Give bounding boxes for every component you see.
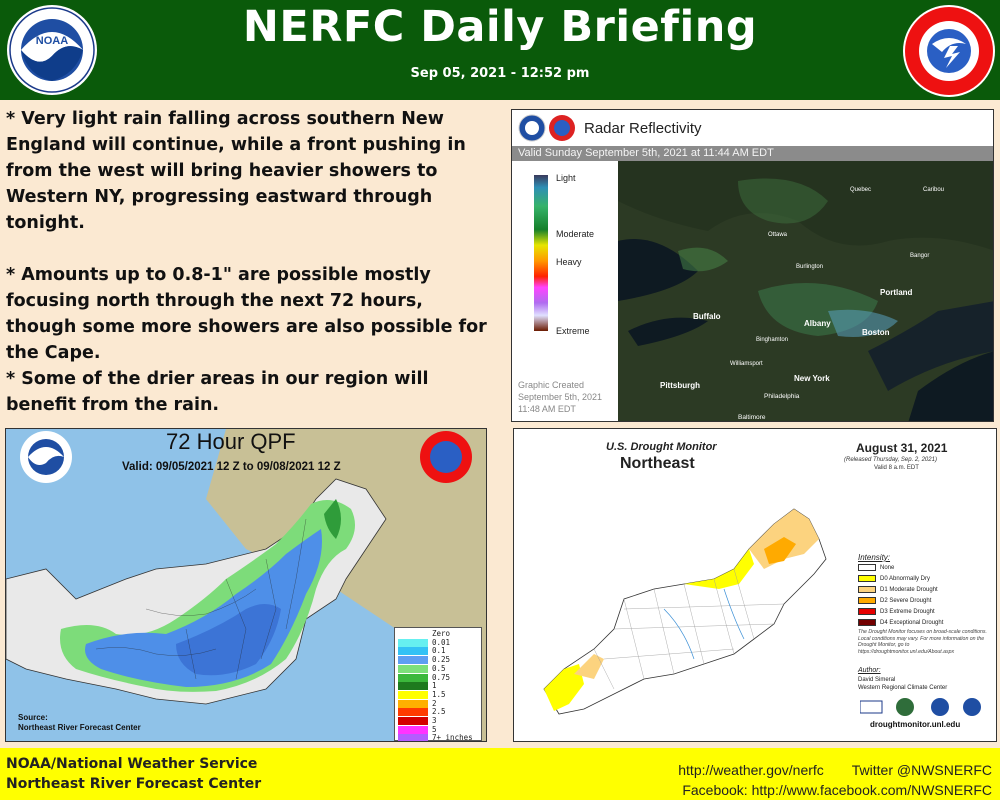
drought-legend-label: D0 Abnormally Dry — [880, 576, 931, 582]
legend-label: 3 — [432, 716, 437, 725]
city-label: Bangor — [910, 253, 930, 259]
footer-org-line2: Northeast River Forecast Center — [6, 776, 262, 792]
qpf-source — [18, 713, 141, 733]
city-label: Quebec — [850, 187, 872, 193]
city-label: Buffalo — [693, 312, 721, 321]
nws-logo-icon — [902, 4, 996, 98]
city-label: Baltimore — [738, 414, 766, 421]
footer-bar — [0, 748, 1000, 800]
qpf-map-panel — [5, 428, 487, 742]
radar-scale-light: Light — [556, 173, 576, 183]
drought-swatch — [858, 619, 876, 626]
drought-date: August 31, 2021 — [856, 441, 948, 455]
twitter-link[interactable]: Twitter @NWSNERFC — [851, 762, 992, 778]
legend-swatch — [398, 734, 428, 742]
drought-region: Northeast — [620, 455, 695, 472]
radar-color-scale — [534, 175, 548, 331]
footer-links — [678, 762, 992, 778]
legend-swatch — [398, 682, 428, 690]
city-label: Burlington — [796, 264, 824, 270]
radar-created-line: 11:48 AM EDT — [518, 404, 576, 414]
radar-scale-heavy: Heavy — [556, 257, 582, 267]
qpf-legend — [394, 627, 482, 741]
city-label: Philadelphia — [764, 393, 800, 400]
footer-org-line1: NOAA/National Weather Service — [6, 756, 258, 772]
city-label: Boston — [862, 328, 890, 337]
drought-legend-label: D2 Severe Drought — [880, 598, 932, 604]
page-title: NERFC Daily Briefing — [242, 2, 758, 52]
drought-swatch — [858, 575, 876, 582]
drought-valid: Valid 8 a.m. EDT — [874, 465, 919, 471]
radar-title: Radar Reflectivity — [584, 120, 702, 137]
drought-author-name: David Simeral — [858, 677, 896, 683]
legend-label: 0.1 — [432, 646, 446, 656]
drought-map — [534, 489, 854, 719]
city-label: Ottawa — [768, 232, 788, 238]
briefing-bullet-2: * Amounts up to 0.8-1" are possible mostly focusing north through the next 72 hours, though some more showers are also possible for the Cape. — [6, 265, 487, 363]
briefing-bullet-1: * Very light rain falling across southern New England will continue, while a front pushing in from the west will bring heavier showers to Western NY, progressing eastward through tonight. — [6, 109, 466, 233]
drought-note: The Drought Monitor focuses on broad-scale conditions. Local conditions may vary. For more information on the Drought Monitor, go to https://droughtmonitor.unl.edu/About.aspx — [858, 629, 987, 655]
radar-created-line: September 5th, 2021 — [518, 392, 603, 402]
city-label: Albany — [804, 319, 831, 328]
legend-swatch — [398, 674, 428, 682]
legend-swatch — [398, 708, 428, 716]
legend-label: 1 — [432, 681, 437, 691]
svg-text:NOAA: NOAA — [35, 35, 69, 47]
briefing-bullet-3: * Some of the drier areas in our region will benefit from the rain. — [6, 369, 429, 415]
drought-site: droughtmonitor.unl.edu — [870, 720, 961, 729]
city-label: New York — [794, 374, 830, 383]
legend-label: 1.5 — [432, 689, 446, 699]
drought-released: (Released Thursday, Sep. 2, 2021) — [844, 457, 937, 463]
partner-logos-icon — [860, 697, 988, 717]
legend-swatch — [398, 665, 428, 673]
drought-monitor-panel — [513, 428, 997, 742]
legend-swatch — [398, 717, 428, 725]
legend-label: 2 — [432, 698, 437, 708]
qpf-legend-row — [398, 734, 478, 742]
drought-swatch — [858, 586, 876, 593]
radar-header — [512, 110, 994, 146]
city-label: Caribou — [923, 187, 945, 193]
qpf-legend-row — [398, 691, 478, 700]
legend-label: 0.01 — [432, 637, 451, 647]
radar-scale — [512, 161, 618, 422]
drought-author-org: Western Regional Climate Center — [858, 685, 948, 691]
legend-label: 0.5 — [432, 663, 446, 673]
city-label: Binghamton — [756, 337, 789, 343]
qpf-source-line: Source: — [18, 713, 48, 722]
drought-legend-label: D4 Exceptional Drought — [880, 620, 944, 626]
qpf-legend-row — [398, 674, 478, 683]
city-label: Williamsport — [730, 361, 763, 367]
legend-swatch — [398, 656, 428, 664]
drought-title: U.S. Drought Monitor — [606, 441, 717, 453]
header-bar — [0, 0, 1000, 100]
facebook-link[interactable]: Facebook: http://www.facebook.com/NWSNERFC — [682, 782, 992, 798]
drought-swatch — [858, 564, 876, 571]
drought-legend-label: D3 Extreme Drought — [880, 609, 935, 615]
briefing-date: Sep 05, 2021 - 12:52 pm — [410, 66, 590, 81]
radar-created-note — [518, 379, 602, 415]
legend-label: 0.75 — [432, 672, 451, 682]
radar-scale-extreme: Extreme — [556, 326, 590, 336]
legend-label: 0.25 — [432, 655, 451, 665]
legend-swatch — [398, 630, 428, 638]
radar-logos-icon — [518, 114, 578, 142]
radar-valid-time: Valid Sunday September 5th, 2021 at 11:44 AM EDT — [512, 146, 994, 161]
legend-swatch — [398, 647, 428, 655]
radar-reflectivity-panel — [511, 109, 994, 422]
drought-intensity-label: Intensity: — [858, 553, 891, 562]
radar-scale-moderate: Moderate — [556, 229, 595, 239]
city-label: Portland — [880, 288, 913, 297]
radar-map — [618, 161, 994, 422]
drought-legend-label: D1 Moderate Drought — [880, 587, 938, 593]
qpf-legend-row — [398, 708, 478, 717]
qpf-legend-row — [398, 717, 478, 726]
legend-label: 2.5 — [432, 707, 446, 717]
website-link[interactable]: http://weather.gov/nerfc — [678, 762, 824, 778]
qpf-source-line: Northeast River Forecast Center — [18, 723, 141, 732]
city-label: Pittsburgh — [660, 381, 700, 390]
legend-swatch — [398, 639, 428, 647]
legend-label: 7+ inches — [432, 733, 473, 742]
legend-label: Zero — [432, 629, 451, 638]
radar-created-line: Graphic Created — [518, 380, 585, 390]
drought-swatch — [858, 597, 876, 604]
legend-label: 5 — [432, 724, 437, 734]
drought-author-label: Author: — [858, 667, 881, 674]
qpf-title: 72 Hour QPF — [166, 429, 296, 454]
legend-swatch — [398, 691, 428, 699]
legend-swatch — [398, 726, 428, 734]
drought-swatch — [858, 608, 876, 615]
legend-swatch — [398, 700, 428, 708]
drought-legend-label: None — [880, 565, 895, 571]
qpf-valid-time: Valid: 09/05/2021 12 Z to 09/08/2021 12 Z — [122, 461, 341, 473]
